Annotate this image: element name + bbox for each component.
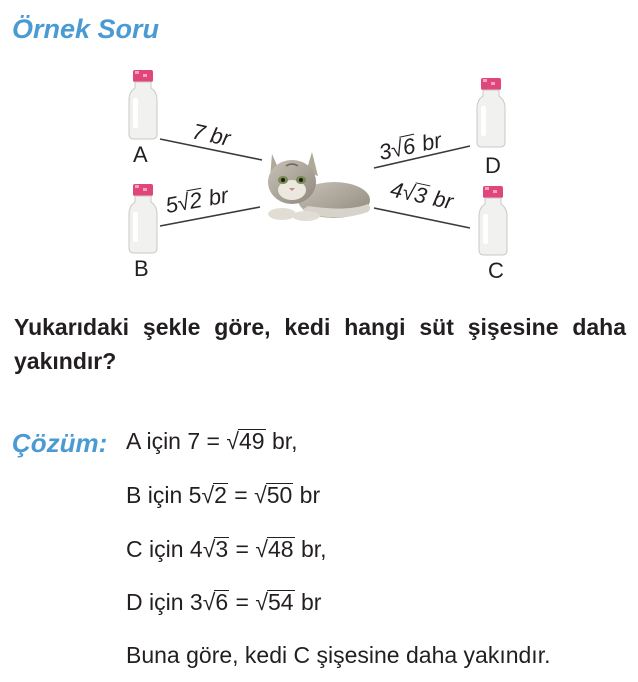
solution-line-c: C için 4√3 = √48 br, <box>126 536 327 562</box>
milk-bottle-b-icon <box>126 182 160 254</box>
distance-label-d: 3√6 br <box>376 127 444 166</box>
solution-line-b: B için 5√2 = √50 br <box>126 482 321 508</box>
bottle-label-d: D <box>485 153 501 178</box>
bottle-label-c: C <box>488 258 504 283</box>
distance-label-c: 4√3 br <box>388 176 456 215</box>
distance-label-b: 5√2 br <box>163 182 231 219</box>
figure <box>0 0 638 300</box>
solution-label: Çözüm: <box>12 428 108 458</box>
bottle-label-b: B <box>134 256 149 281</box>
distance-label-a: 7 br <box>190 118 233 151</box>
milk-bottle-c-icon <box>476 184 510 256</box>
question-text: Yukarıdaki şekle göre, kedi hangi süt şişesine daha yakındır? <box>14 314 626 374</box>
cat-icon <box>262 144 372 222</box>
solution-line-a: A için 7 = √49 br, <box>126 428 298 454</box>
milk-bottle-d-icon <box>474 76 508 148</box>
milk-bottle-a-icon <box>126 68 160 140</box>
line-to-c <box>374 208 470 228</box>
bottle-label-a: A <box>133 142 148 167</box>
solution-line-d: D için 3√6 = √54 br <box>126 589 322 615</box>
solution-conclusion: Buna göre, kedi C şişesine daha yakındır. <box>126 642 551 668</box>
page-title: Örnek Soru <box>12 14 160 44</box>
